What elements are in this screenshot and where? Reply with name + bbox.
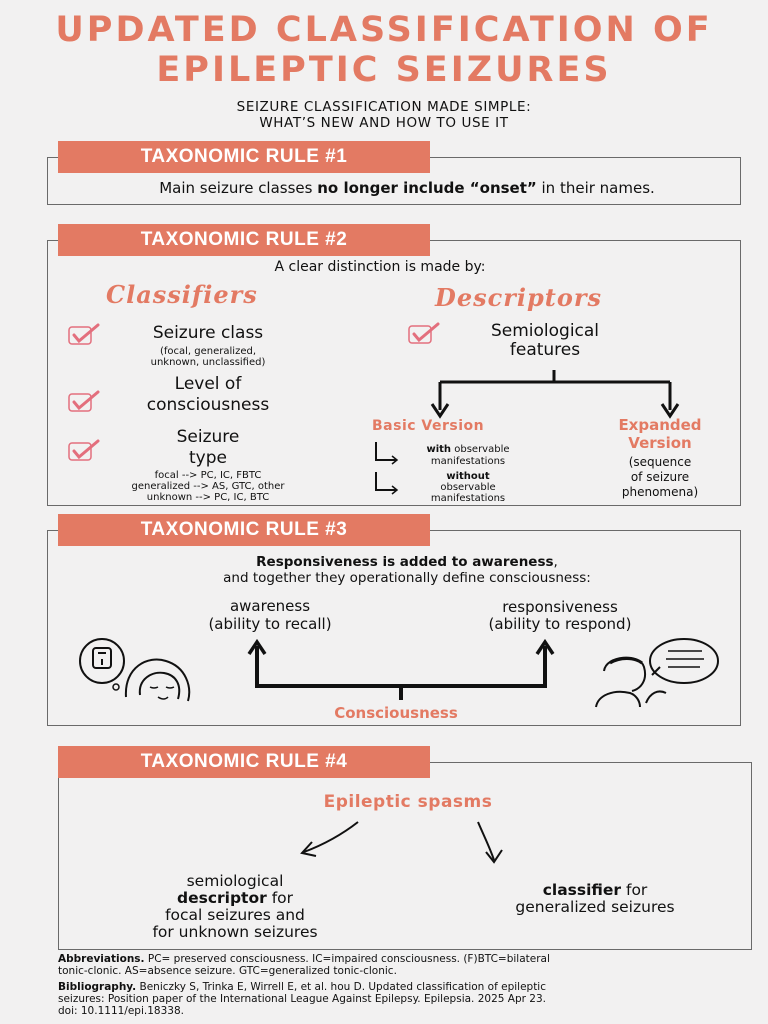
checkmark-icon xyxy=(68,323,102,347)
classifier-seizure-class-detail-2: unknown, unclassified) xyxy=(150,357,266,368)
rule-3-line-1-bold: Responsiveness is added to awareness xyxy=(256,554,554,570)
classifier-seizure-type-detail-1: focal --> PC, IC, FBTC xyxy=(154,470,262,481)
consciousness-arrows xyxy=(245,638,565,708)
checkmark-icon xyxy=(68,439,102,463)
basic-item-with-line-2: manifestations xyxy=(430,456,506,467)
bibliography-line-1 xyxy=(58,981,758,993)
expanded-detail-2: of seizure xyxy=(630,470,690,484)
bibliography-line-3: doi: 10.1111/epi.18338. xyxy=(58,1005,184,1017)
corner-arrow-icon xyxy=(372,440,402,466)
classifier-consciousness-line-1: Level of xyxy=(174,374,242,394)
bibliography-label: Bibliography. xyxy=(58,981,137,993)
rule-4-left-line-1: semiological xyxy=(186,872,284,890)
rule-3-line-1-rest: , xyxy=(553,554,558,570)
abbreviations-line-1 xyxy=(58,953,758,965)
rule-1-text-post: in their names. xyxy=(536,179,655,197)
descriptor-line-2: features xyxy=(509,340,581,360)
awareness-label: awareness xyxy=(229,597,311,615)
subtitle-line-2: WHAT’S NEW AND HOW TO USE IT xyxy=(259,115,509,131)
arrow-down-icon xyxy=(486,850,502,862)
subtitle-line-1: SEIZURE CLASSIFICATION MADE SIMPLE: xyxy=(236,99,532,115)
basic-item-with xyxy=(406,444,530,456)
brain-head-icon xyxy=(78,637,198,707)
expanded-detail-3: phenomena) xyxy=(621,485,699,499)
basic-item-with-rest: observable xyxy=(451,444,510,455)
classifier-consciousness-line-2: consciousness xyxy=(146,395,270,415)
rule-1-text-bold: no longer include “onset” xyxy=(317,179,537,197)
expanded-version-line-1: Expanded xyxy=(618,416,702,434)
expanded-detail-1: (sequence xyxy=(628,455,692,469)
rule-4-tag: TAXONOMIC RULE #4 xyxy=(58,746,430,778)
classifiers-heading: Classifiers xyxy=(106,280,258,309)
basic-item-without-line-3: manifestations xyxy=(430,493,506,504)
consciousness-label: Consciousness xyxy=(334,704,458,722)
abbreviations-text: PC= preserved consciousness. IC=impaired consciousness. (F)BTC=bilateral xyxy=(144,953,550,965)
rule-2-intro: A clear distinction is made by: xyxy=(274,259,486,275)
responsiveness-detail: (ability to respond) xyxy=(488,615,632,633)
rule-3-line-1 xyxy=(47,554,767,570)
checkmark-icon xyxy=(68,390,102,414)
rule-4-left-bold: descriptor xyxy=(176,889,267,907)
epileptic-spasms-heading: Epileptic spasms xyxy=(323,792,493,812)
spasms-arrows xyxy=(290,818,520,868)
basic-item-without: without xyxy=(446,471,490,482)
page-title-line-2: EPILEPTIC SEIZURES xyxy=(156,50,612,90)
descriptors-heading: Descriptors xyxy=(435,283,602,312)
rule-4-right-rest: for xyxy=(621,881,648,899)
rule-4-right-bold: classifier xyxy=(542,881,622,899)
responsiveness-label: responsiveness xyxy=(502,598,618,616)
rule-2-tag: TAXONOMIC RULE #2 xyxy=(58,224,430,256)
rule-1-text-pre: Main seizure classes xyxy=(159,179,318,197)
rule-4-left-line-2 xyxy=(100,890,370,907)
checkmark-icon xyxy=(408,322,442,346)
corner-arrow-icon xyxy=(372,470,402,496)
expanded-version-line-2: Version xyxy=(628,434,692,452)
branch-arrows xyxy=(420,366,700,422)
abbreviations-line-2: tonic-clonic. AS=absence seizure. GTC=generalized tonic-clonic. xyxy=(58,965,397,977)
speaking-person-icon xyxy=(590,637,722,707)
rule-1-text xyxy=(47,178,767,199)
classifier-seizure-type-line-1: Seizure xyxy=(176,427,240,447)
rule-3-tag: TAXONOMIC RULE #3 xyxy=(58,514,430,546)
rule-1-tag: TAXONOMIC RULE #1 xyxy=(58,141,430,173)
rule-4-right-line-2: generalized seizures xyxy=(515,898,675,916)
rule-3-line-2: and together they operationally define consciousness: xyxy=(223,570,591,586)
rule-4-left-line-3: focal seizures and xyxy=(165,906,305,924)
classifier-seizure-type-line-2: type xyxy=(189,448,227,468)
page-title-line-1: UPDATED CLASSIFICATION OF xyxy=(55,10,713,50)
basic-item-with-bold: with xyxy=(426,444,452,455)
awareness-detail: (ability to recall) xyxy=(208,615,332,633)
classifier-seizure-type-detail-3: unknown --> PC, IC, BTC xyxy=(146,492,270,503)
classifier-seizure-type-detail-2: generalized --> AS, GTC, other xyxy=(131,481,285,492)
classifier-seizure-class-detail-1: (focal, generalized, xyxy=(159,346,256,357)
basic-version-heading: Basic Version xyxy=(372,418,485,434)
bibliography-text: Beniczky S, Trinka E, Wirrell E, et al. hou D. Updated classification of epileptic xyxy=(136,981,546,993)
abbreviations-label: Abbreviations. xyxy=(58,953,145,965)
rule-4-left-line-4: for unknown seizures xyxy=(152,923,318,941)
rule-4-left-rest: for xyxy=(266,889,294,907)
basic-item-without-line-2: observable xyxy=(440,482,496,493)
bibliography-line-2: seizures: Position paper of the International League Against Epilepsy. Epilepsia. 2025 Apr 23. xyxy=(58,993,546,1005)
classifier-seizure-class: Seizure class xyxy=(152,323,264,343)
rule-4-right-line-1 xyxy=(460,882,730,899)
descriptor-line-1: Semiological xyxy=(490,321,600,341)
